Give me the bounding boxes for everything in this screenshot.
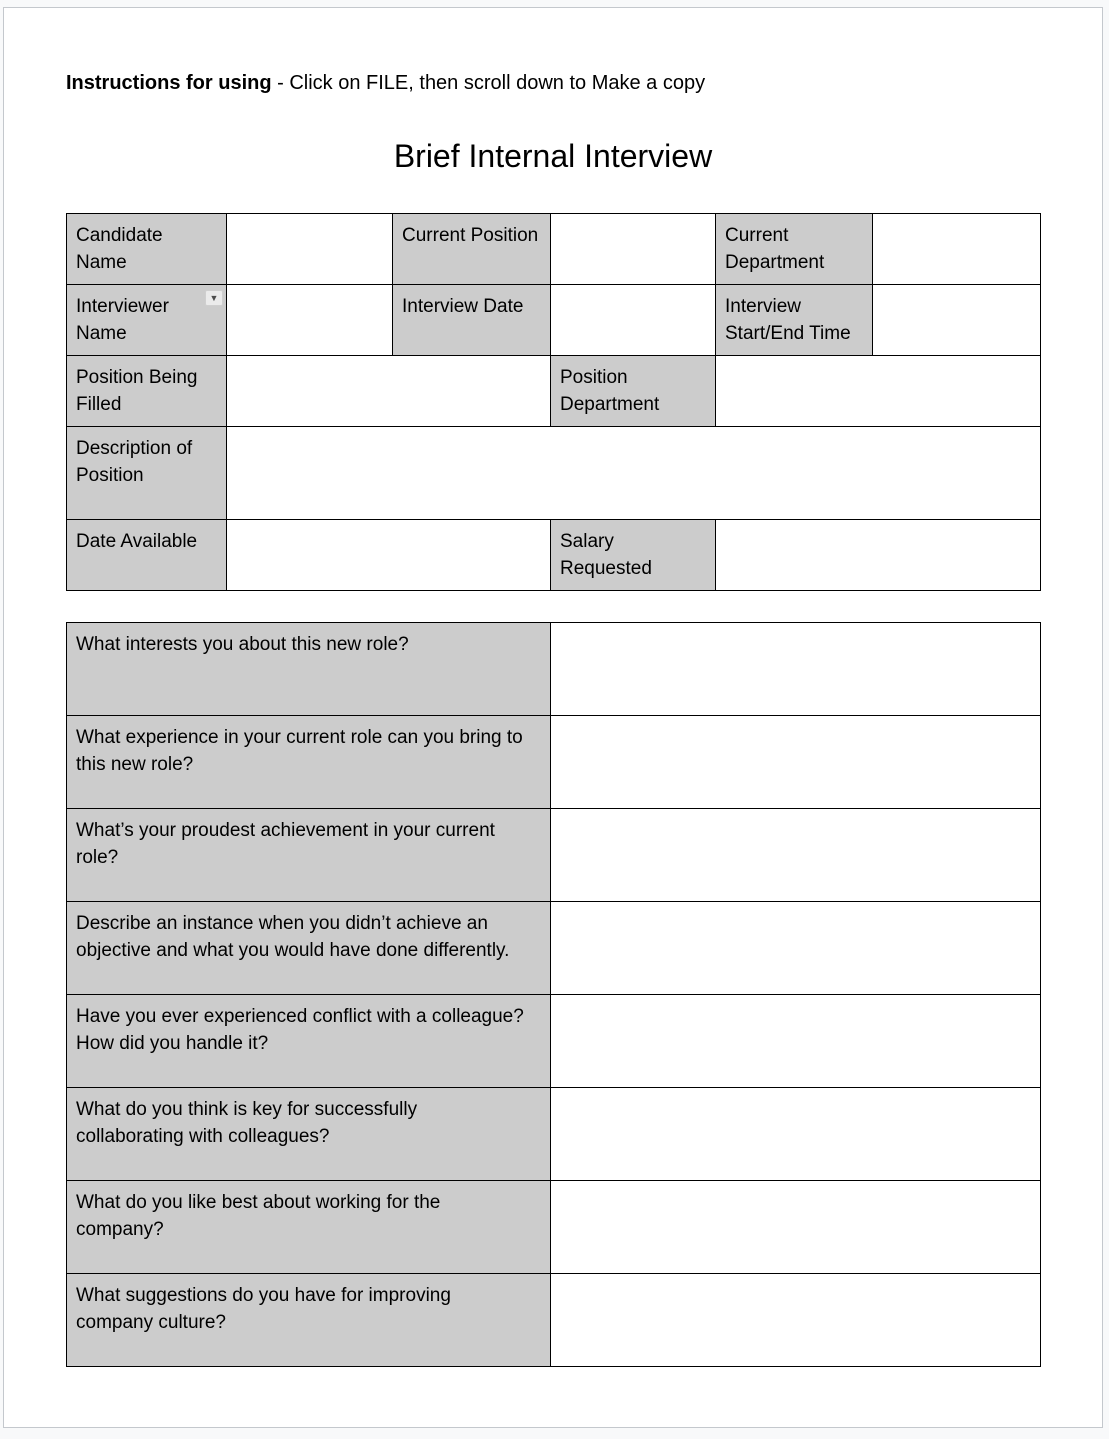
info-row-2: [67, 285, 1041, 356]
page-content: [66, 70, 1040, 1367]
position-department-label-cell: Position Department: [551, 356, 716, 427]
document-page: [3, 7, 1103, 1428]
question-cell: What experience in your current role can you bring to this new role?: [67, 716, 551, 809]
interviewer-name-label-cell: [67, 285, 227, 356]
question-row: [67, 1088, 1041, 1181]
chevron-down-icon: ▼: [209, 293, 219, 303]
interview-date-label-cell: Interview Date: [393, 285, 551, 356]
info-table: [66, 213, 1041, 591]
answer-cell[interactable]: [551, 1274, 1041, 1367]
interviewer-name-label: Interviewer Name: [76, 296, 169, 344]
info-row-5: [67, 520, 1041, 591]
question-row: [67, 1274, 1041, 1367]
question-cell: What suggestions do you have for improving company culture?: [67, 1274, 551, 1367]
question-cell: What do you think is key for successfully collaborating with colleagues?: [67, 1088, 551, 1181]
interviewer-name-value-cell[interactable]: [227, 285, 393, 356]
current-position-value-cell[interactable]: [551, 214, 716, 285]
questions-table: [66, 622, 1041, 1367]
current-department-label-cell: Current Department: [716, 214, 873, 285]
date-available-label-cell: Date Available: [67, 520, 227, 591]
question-cell: Have you ever experienced conflict with a colleague? How did you handle it?: [67, 995, 551, 1088]
question-row: [67, 716, 1041, 809]
salary-requested-value-cell[interactable]: [716, 520, 1041, 591]
candidate-name-value-cell[interactable]: [227, 214, 393, 285]
answer-cell[interactable]: [551, 1088, 1041, 1181]
question-row: [67, 623, 1041, 716]
answer-cell[interactable]: [551, 995, 1041, 1088]
interview-time-label-cell: Interview Start/End Time: [716, 285, 873, 356]
answer-cell[interactable]: [551, 1181, 1041, 1274]
question-cell: What interests you about this new role?: [67, 623, 551, 716]
question-row: [67, 902, 1041, 995]
question-cell: Describe an instance when you didn’t achieve an objective and what you would have done differently.: [67, 902, 551, 995]
instructions-text: - Click on FILE, then scroll down to Make a copy: [277, 72, 706, 94]
instructions-line: [66, 70, 1040, 97]
answer-cell[interactable]: [551, 623, 1041, 716]
question-row: [67, 809, 1041, 902]
candidate-name-label-cell: Candidate Name: [67, 214, 227, 285]
position-filled-label-cell: Position Being Filled: [67, 356, 227, 427]
answer-cell[interactable]: [551, 902, 1041, 995]
page-title: Brief Internal Interview: [393, 138, 713, 174]
date-available-value-cell[interactable]: [227, 520, 551, 591]
info-row-1: [67, 214, 1041, 285]
position-filled-value-cell[interactable]: [227, 356, 551, 427]
description-label-cell: Description of Position: [67, 427, 227, 520]
answer-cell[interactable]: [551, 716, 1041, 809]
interview-time-value-cell[interactable]: [873, 285, 1041, 356]
description-value-cell[interactable]: [227, 427, 1041, 520]
position-department-value-cell[interactable]: [716, 356, 1041, 427]
info-row-3: [67, 356, 1041, 427]
instructions-label: Instructions for using: [66, 72, 272, 94]
answer-cell[interactable]: [551, 809, 1041, 902]
question-cell: What do you like best about working for the company?: [67, 1181, 551, 1274]
current-department-value-cell[interactable]: [873, 214, 1041, 285]
salary-requested-label-cell: Salary Requested: [551, 520, 716, 591]
question-cell: What’s your proudest achievement in your current role?: [67, 809, 551, 902]
interviewer-dropdown-button[interactable]: [205, 290, 223, 306]
info-row-4: [67, 427, 1041, 520]
question-row: [67, 1181, 1041, 1274]
interview-date-value-cell[interactable]: [551, 285, 716, 356]
question-row: [67, 995, 1041, 1088]
current-position-label-cell: Current Position: [393, 214, 551, 285]
